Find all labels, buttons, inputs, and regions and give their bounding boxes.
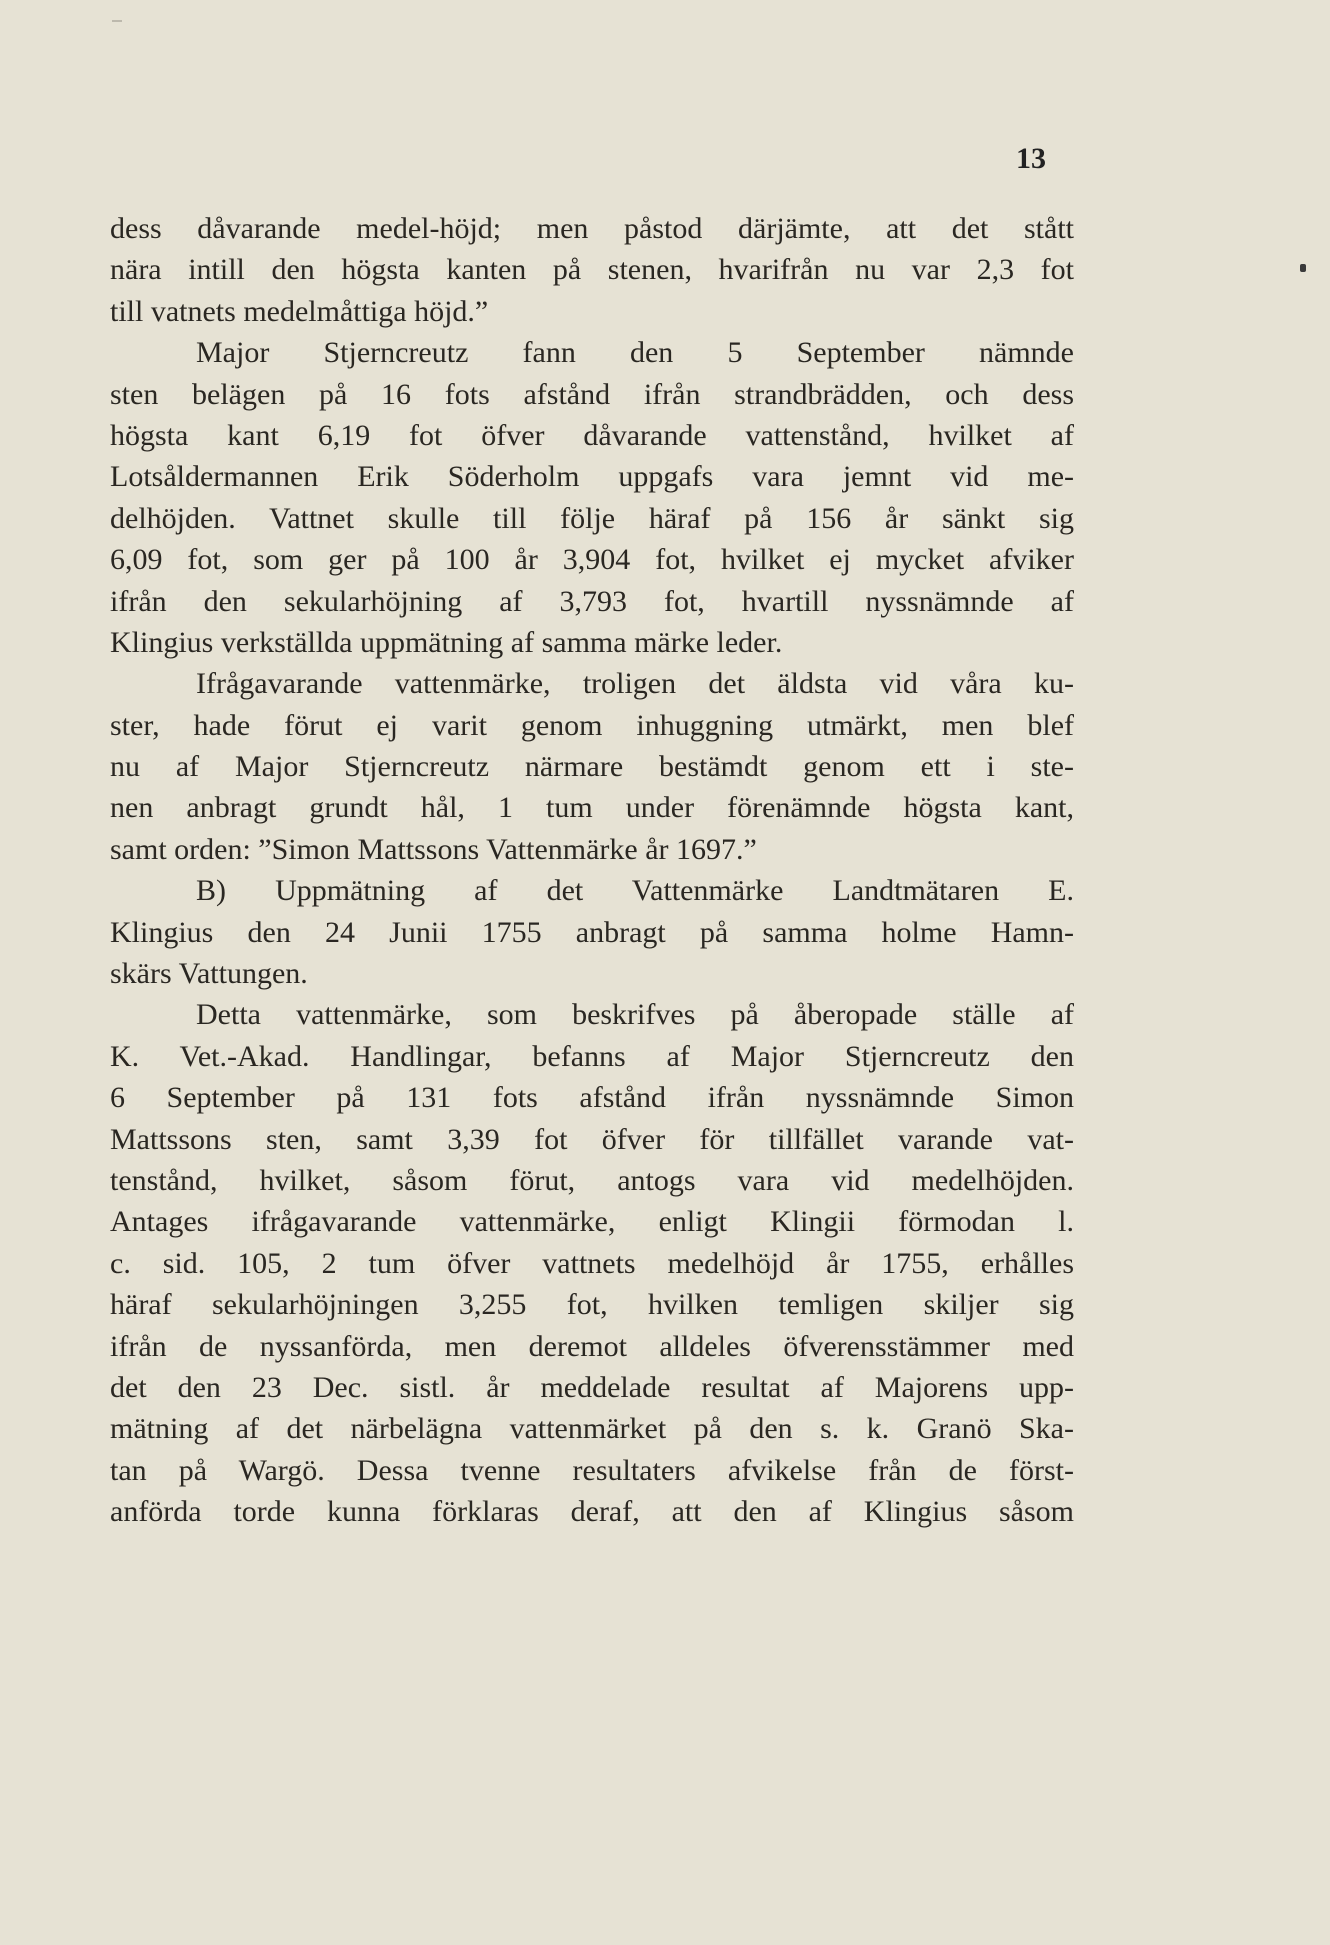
text-line: häraf sekularhöjningen 3,255 fot, hvilken temligen skiljer sig	[110, 1288, 1074, 1322]
text-line: nu af Major Stjerncreutz närmare bestämdt genom ett i ste-	[110, 750, 1074, 784]
text-line: samt orden: ”Simon Mattssons Vattenmärke år 1697.”	[110, 832, 757, 866]
text-line: Klingius verkställda uppmätning af samma märke leder.	[110, 625, 783, 659]
text-line: 6 September på 131 fots afstånd ifrån nyssnämnde Simon	[110, 1081, 1074, 1115]
text-line: Major Stjerncreutz fann den 5 September nämnde	[196, 336, 1074, 370]
text-line: Antages ifrågavarande vattenmärke, enligt Klingii förmodan l.	[110, 1205, 1074, 1239]
text-line: högsta kant 6,19 fot öfver dåvarande vattenstånd, hvilket af	[110, 418, 1074, 452]
text-line: 6,09 fot, som ger på 100 år 3,904 fot, hvilket ej mycket afviker	[110, 543, 1074, 577]
text-line: nära intill den högsta kanten på stenen, hvarifrån nu var 2,3 fot	[110, 253, 1074, 287]
text-line: K. Vet.-Akad. Handlingar, befanns af Major Stjerncreutz den	[110, 1039, 1074, 1073]
text-line: Lotsåldermannen Erik Söderholm uppgafs vara jemnt vid me-	[110, 460, 1074, 494]
text-line: Mattssons sten, samt 3,39 fot öfver för tillfället varande vat-	[110, 1122, 1074, 1156]
page-number: 13	[1016, 142, 1046, 175]
text-line: sten belägen på 16 fots afstånd ifrån strandbrädden, och dess	[110, 377, 1074, 411]
text-line: tan på Wargö. Dessa tvenne resultaters afvikelse från de först-	[110, 1453, 1074, 1487]
scan-edge-mark	[112, 20, 122, 22]
text-line: Ifrågavarande vattenmärke, troligen det äldsta vid våra ku-	[196, 667, 1074, 701]
text-line: till vatnets medelmåttiga höjd.”	[110, 294, 489, 328]
text-line: skärs Vattungen.	[110, 957, 308, 991]
text-line: dess dåvarande medel-höjd; men påstod därjämte, att det stått	[110, 212, 1074, 245]
text-line: delhöjden. Vattnet skulle till följe häraf på 156 år sänkt sig	[110, 501, 1074, 535]
text-line: Klingius den 24 Junii 1755 anbragt på samma holme Hamn-	[110, 915, 1074, 949]
text-line: nen anbragt grundt hål, 1 tum under förenämnde högsta kant,	[110, 791, 1074, 825]
text-line: mätning af det närbelägna vattenmärket på den s. k. Granö Ska-	[110, 1412, 1074, 1446]
margin-dot	[1300, 264, 1306, 272]
text-line: ifrån de nyssanförda, men deremot alldeles öfverensstämmer med	[110, 1329, 1074, 1363]
body-text	[110, 208, 1074, 1533]
text-line: ster, hade förut ej varit genom inhuggning utmärkt, men blef	[110, 708, 1074, 742]
text-line: det den 23 Dec. sistl. år meddelade resultat af Majorens upp-	[110, 1370, 1074, 1404]
text-line: anförda torde kunna förklaras deraf, att den af Klingius såsom	[110, 1495, 1074, 1529]
text-line: c. sid. 105, 2 tum öfver vattnets medelhöjd år 1755, erhålles	[110, 1246, 1074, 1280]
text-line: B) Uppmätning af det Vattenmärke Landtmätaren E.	[196, 874, 1074, 908]
text-line: tenstånd, hvilket, såsom förut, antogs vara vid medelhöjden.	[110, 1163, 1074, 1197]
text-line: ifrån den sekularhöjning af 3,793 fot, hvartill nyssnämnde af	[110, 584, 1074, 618]
text-line: Detta vattenmärke, som beskrifves på åberopade ställe af	[196, 998, 1074, 1032]
